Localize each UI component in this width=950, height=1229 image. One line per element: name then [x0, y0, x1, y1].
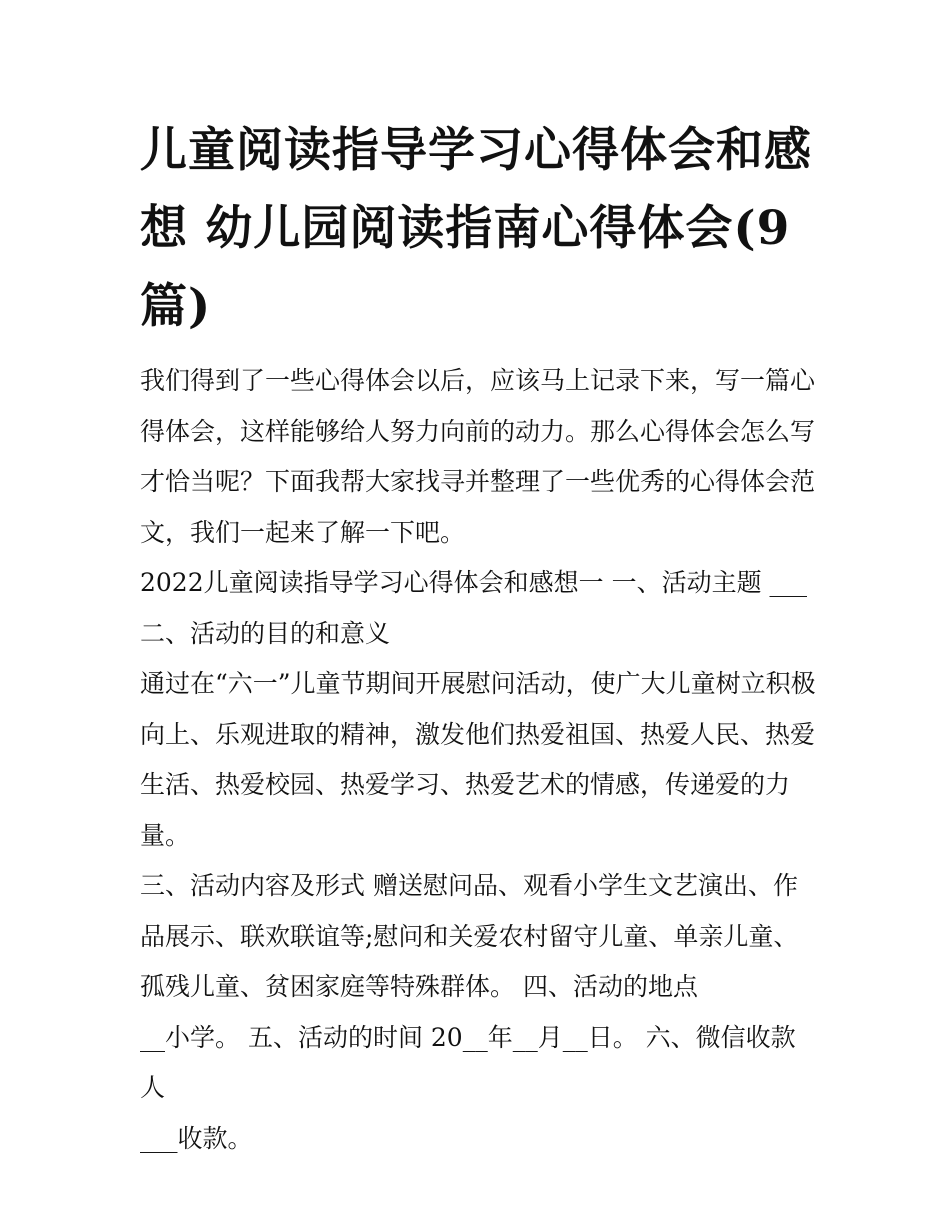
section-heading-purpose: 二、活动的目的和意义	[140, 618, 391, 648]
document-title: 儿童阅读指导学习心得体会和感想 幼儿园阅读指南心得体会(9篇)	[140, 123, 812, 334]
time-paragraph: __小学。 五、活动的时间 20__年__月__日。 六、微信收款人	[140, 1022, 796, 1102]
document-page	[140, 112, 820, 1164]
content-paragraph: 三、活动内容及形式 赠送慰问品、观看小学生文艺演出、作品展示、联欢联谊等;慰问和关爱农村留守儿童、单亲儿童、孤残儿童、贫困家庭等特殊群体。 四、活动的地点	[140, 871, 799, 1001]
intro-paragraph: 我们得到了一些心得体会以后，应该马上记录下来，写一篇心得体会，这样能够给人努力向前的动力。那么心得体会怎么写才恰当呢？下面我帮大家找寻并整理了一些优秀的心得体会范文，我们一起来了解一下吧。	[140, 366, 816, 547]
purpose-paragraph: 通过在“六一”儿童节期间开展慰问活动，使广大儿童树立积极向上、乐观进取的精神，激发他们热爱祖国、热爱人民、热爱生活、热爱校园、热爱学习、热爱艺术的情感，传递爱的力量。	[140, 669, 816, 850]
section-heading-theme: 2022儿童阅读指导学习心得体会和感想一 一、活动主题 ___	[140, 568, 808, 597]
payee-paragraph: ___收款。	[140, 1123, 253, 1153]
